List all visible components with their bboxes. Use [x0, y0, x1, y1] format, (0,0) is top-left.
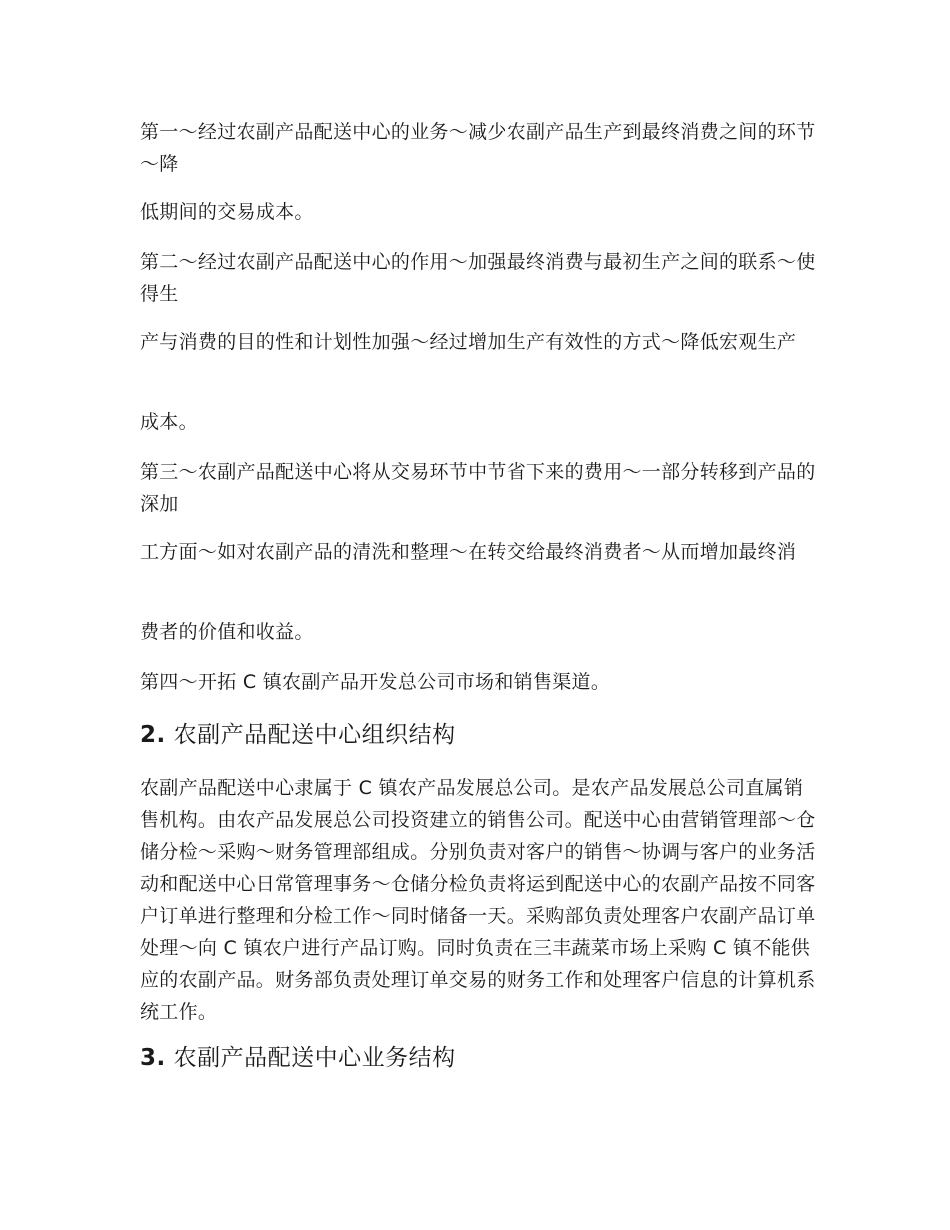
paragraph-6: 第三～农副产品配送中心将从交易环节中节省下来的费用～一部分转移到产品的深加: [140, 461, 816, 515]
paragraph-3: 第二～经过农副产品配送中心的作用～加强最终消费与最初生产之间的联系～使得生: [140, 251, 816, 305]
paragraph-1: 第一～经过农副产品配送中心的业务～减少农副产品生产到最终消费之间的环节～降: [140, 121, 816, 175]
paragraph-2: 低期间的交易成本。: [140, 201, 314, 223]
section-2-body: 农副产品配送中心隶属于 C 镇农产品发展总公司。是农产品发展总公司直属销售机构。由农产品发展总公司投资建立的销售公司。配送中心由营销管理部～仓储分检～采购～财务管理部组成。分别负责对客户的销售～协调与客户的业务活动和配送中心日常管理事务～仓储分检负责将运到配送中心的农副产品按不同客户订单进行整理和分检工作～同时储备一天。采购部负责处理客户农副产品订单处理～向 C 镇农户进行产品订购。同时负责在三丰蔬菜市场上采购 C 镇不能供应的农副产品。财务部负责处理订单交易的财务工作和处理客户信息的计算机系统工作。: [140, 777, 816, 1023]
section-2-title: 农副产品配送中心组织结构: [173, 722, 456, 748]
paragraph-5: 成本。: [140, 411, 198, 433]
section-3-heading: [140, 1042, 820, 1074]
paragraph-9: 第四～开拓 C 镇农副产品开发总公司市场和销售渠道。: [140, 671, 611, 693]
section-3-number: 3.: [140, 1045, 166, 1071]
section-3-title: 农副产品配送中心业务结构: [173, 1045, 456, 1071]
paragraph-8: 费者的价值和收益。: [140, 621, 314, 643]
section-2-heading: [140, 719, 820, 751]
section-2-number: 2.: [140, 722, 166, 748]
paragraph-7: 工方面～如对农副产品的清洗和整理～在转交给最终消费者～从而增加最终消: [140, 541, 797, 563]
paragraph-4: 产与消费的目的性和计划性加强～经过增加生产有效性的方式～降低宏观生产: [140, 331, 797, 353]
